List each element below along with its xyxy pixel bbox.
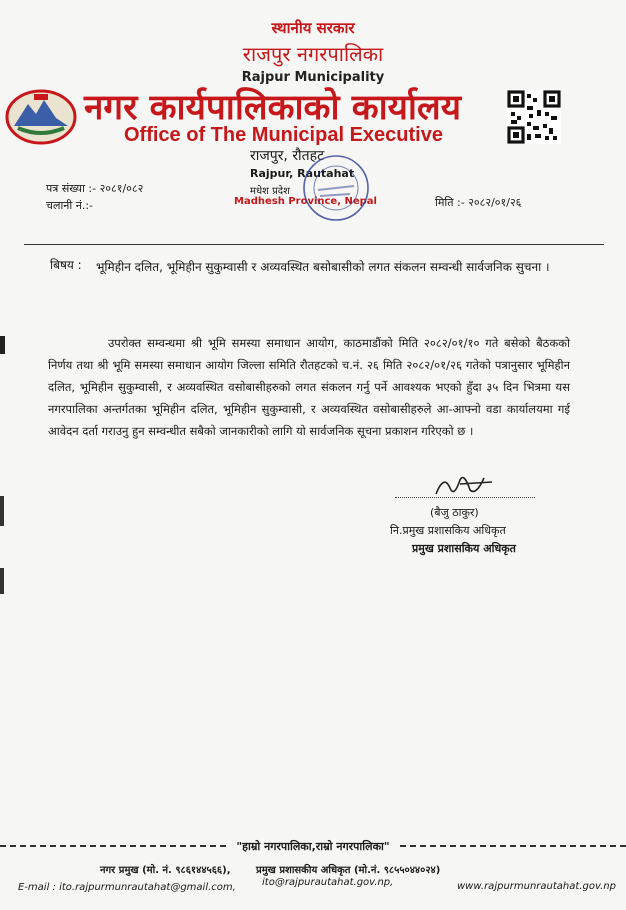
signatory-title: नि.प्रमुख प्रशासकिय अधिकृत: [390, 524, 506, 537]
notice-body: उपरोक्त सम्वन्धमा श्री भूमि समस्या समाधान आयोग, काठमाडौंको मिति २०८२/०१/१० गते बसेको बैठकको निर्णय तथा श्री भूमि समस्या समाधान आयोग जिल्ला समिति रौतहटको च.नं. २६ मिति २०८२/०१/२६ गतेको पत्रानुसार भूमिहीन दलित, भूमिहीन सुकुम्वासी, र अव्यवस्थित वसोबासीहरुको लगत संकलन गर्नु पर्ने आवश्यक भएको हुँदा ३५ दिन भित्रमा यस नगरपालिका अन्तर्गतका भूमिहीन दलित, भूमिहीन सुकुम्वासी, र अव्यवस्थित वसोबासीहरुले आ-आफ्नो वडा कार्यालयमा गई आवेदन दर्ता गराउनु हुन सम्वन्धीत सबैको जानकारीको लागि यो सार्वजनिक सूचना प्रकाशन गरिएको छ ।: [48, 336, 570, 438]
letter-date: मिति :- २०८२/०१/२६: [435, 196, 522, 209]
footer-email-1[interactable]: E-mail : ito.rajpurmunrautahat@gmail.com,: [18, 882, 236, 893]
footer-slogan-text: "हाम्रो नगरपालिका,राम्रो नगरपालिका": [230, 840, 395, 853]
letter-number: पत्र संख्या :- २०८१/०८२: [46, 182, 144, 195]
subject-label: बिषय :: [50, 258, 82, 272]
signatory-name: (बैजु ठाकुर): [430, 506, 479, 519]
signatory-title-stamp: प्रमुख प्रशासकिय अधिकृत: [412, 542, 516, 555]
municipality-name-np: राजपुर नगरपालिका: [242, 42, 384, 66]
signature-line: [395, 497, 535, 498]
province-en: Madhesh Province, Nepal: [234, 196, 377, 207]
signature-icon: [430, 470, 510, 500]
footer-slogan: [0, 839, 626, 854]
local-government-label: स्थानीय सरकार: [271, 19, 355, 37]
dispatch-number: चलानी नं.:-: [46, 199, 94, 212]
nepal-emblem-icon: [4, 88, 78, 146]
municipality-name-en: Rajpur Municipality: [241, 70, 385, 85]
office-title-np: नगर कार्यपालिकाको कार्यालय: [84, 88, 462, 128]
address-en: Rajpur, Rautahat: [250, 167, 355, 180]
province-np: मधेश प्रदेश: [250, 186, 290, 197]
qr-code-icon: [507, 90, 561, 144]
mayor-contact: नगर प्रमुख (मो. नं. ९८६१४४५६६),: [100, 865, 231, 876]
footer-contacts: [100, 862, 462, 876]
office-stamp-icon: [300, 152, 372, 224]
subject-text: भूमिहीन दलित, भूमिहीन सुकुम्वासी र अव्यवस्थित बसोबासीको लगत संकलन सम्वन्धी सार्वजनिक सुचना ।: [96, 260, 550, 274]
address-np: राजपुर, रौतहट: [250, 148, 325, 164]
footer-email-2[interactable]: ito@rajpurautahat.gov.np,: [262, 877, 394, 888]
cao-contact: प्रमुख प्रशासकीय अधिकृत (मो.नं. ९८५५०४४०२४): [256, 865, 441, 876]
office-title-en: Office of The Municipal Executive: [124, 124, 443, 146]
footer-website[interactable]: www.rajpurmunrautahat.gov.np: [457, 881, 616, 892]
header-divider: [24, 244, 604, 245]
margin-marks: [0, 336, 8, 596]
